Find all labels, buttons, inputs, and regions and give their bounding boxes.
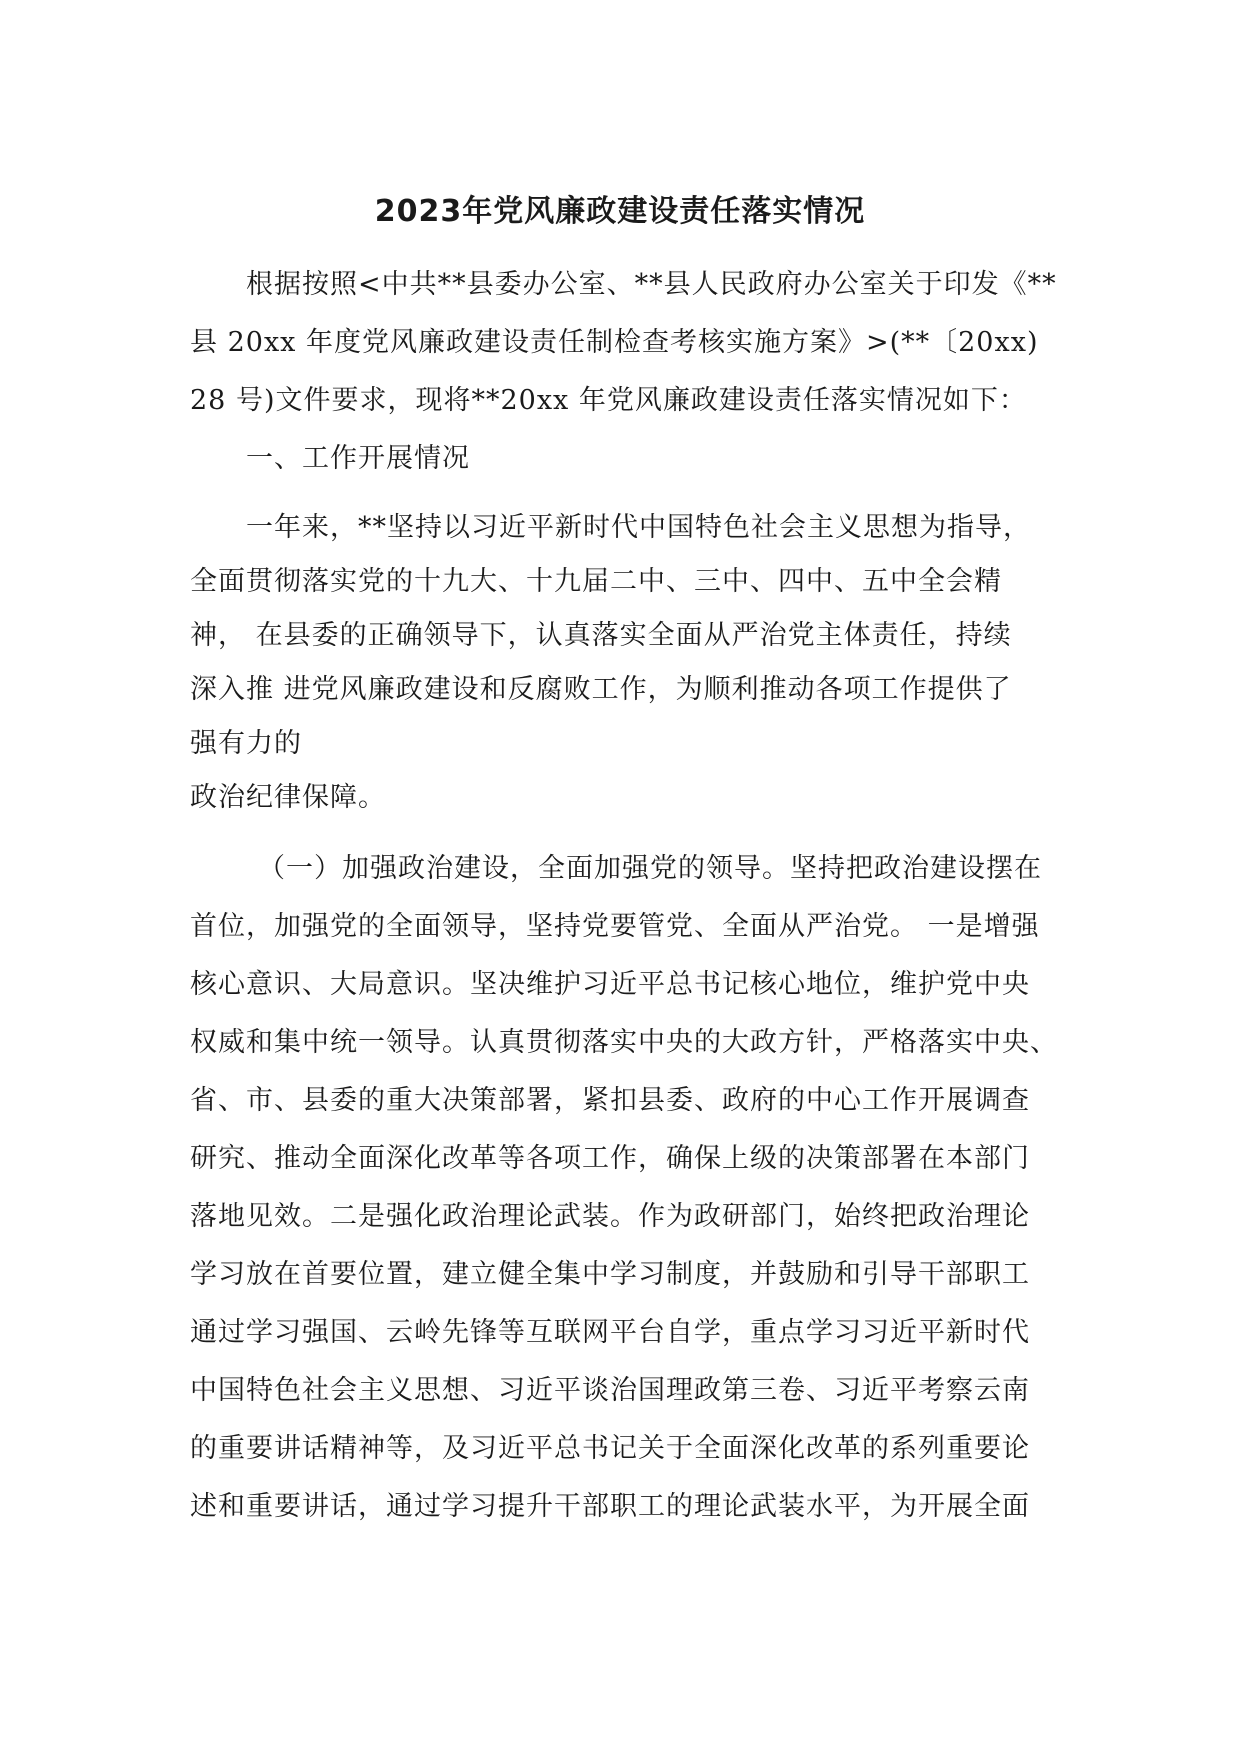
paragraph-line: 神， 在县委的正确领导下，认真落实全面从严治党主体责任，持续 — [190, 620, 1012, 651]
section-heading: 一、工作开展情况 — [246, 443, 470, 474]
paragraph-line: 强有力的 — [190, 728, 302, 759]
paragraph-line: 深入推 进党风廉政建设和反腐败工作，为顺利推动各项工作提供了 — [190, 674, 1012, 705]
paragraph-line: 核心意识、大局意识。坚决维护习近平总书记核心地位，维护党中央 — [190, 969, 1030, 1000]
paragraph-line: 权威和集中统一领导。认真贯彻落实中央的大政方针，严格落实中央、 — [190, 1027, 1058, 1058]
paragraph-line: 一年来，**坚持以习近平新时代中国特色社会主义思想为指导， — [246, 512, 1031, 543]
paragraph-line: 研究、推动全面深化改革等各项工作，确保上级的决策部署在本部门 — [190, 1143, 1030, 1174]
paragraph-line: 根据按照<中共**县委办公室、**县人民政府办公室关于印发《** — [246, 269, 1057, 300]
paragraph-line: （一）加强政治建设，全面加强党的领导。坚持把政治建设摆在 — [258, 853, 1042, 884]
paragraph-line: 全面贯彻落实党的十九大、十九届二中、三中、四中、五中全会精 — [190, 566, 1002, 597]
paragraph-line: 学习放在首要位置，建立健全集中学习制度，并鼓励和引导干部职工 — [190, 1259, 1030, 1290]
paragraph-line: 通过学习强国、云岭先锋等互联网平台自学，重点学习习近平新时代 — [190, 1317, 1030, 1348]
paragraph-line: 中国特色社会主义思想、习近平谈治国理政第三卷、习近平考察云南 — [190, 1375, 1030, 1406]
paragraph-line: 政治纪律保障。 — [190, 782, 386, 813]
paragraph-line: 28 号)文件要求，现将**20xx 年党风廉政建设责任落实情况如下： — [190, 385, 1027, 416]
paragraph-line: 落地见效。二是强化政治理论武装。作为政研部门，始终把政治理论 — [190, 1201, 1030, 1232]
paragraph-line: 述和重要讲话，通过学习提升干部职工的理论武装水平，为开展全面 — [190, 1491, 1030, 1522]
paragraph-line: 省、市、县委的重大决策部署，紧扣县委、政府的中心工作开展调查 — [190, 1085, 1030, 1116]
document-title: 2023年党风廉政建设责任落实情况 — [374, 194, 866, 229]
paragraph-line: 的重要讲话精神等，及习近平总书记关于全面深化改革的系列重要论 — [190, 1433, 1030, 1464]
paragraph-line: 县 20xx 年度党风廉政建设责任制检查考核实施方案》>(**〔20xx) — [190, 327, 1039, 358]
paragraph-line: 首位，加强党的全面领导，坚持党要管党、全面从严治党。 一是增强 — [190, 911, 1040, 942]
